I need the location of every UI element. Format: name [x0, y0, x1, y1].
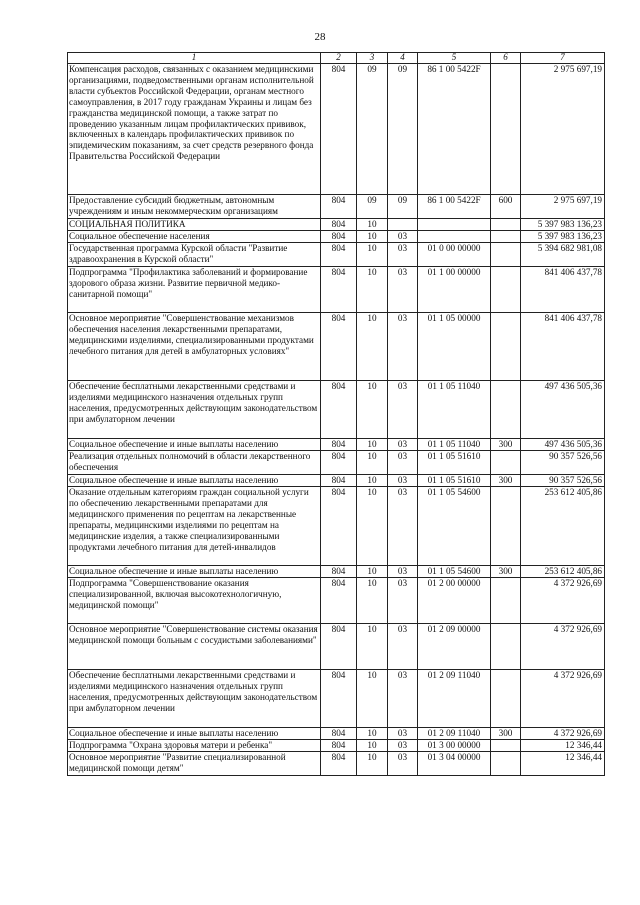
- cell-section: 09: [357, 64, 388, 195]
- cell-expense-type: [491, 670, 521, 728]
- table-row: [68, 439, 605, 451]
- cell-target-article: 01 3 04 00000: [418, 752, 491, 776]
- cell-section: 10: [357, 566, 388, 578]
- cell-section: 10: [357, 752, 388, 776]
- table-row: [68, 728, 605, 740]
- cell-gov-code: 804: [321, 624, 357, 670]
- cell-target-article: [418, 231, 491, 243]
- cell-amount: 497 436 505,36: [521, 381, 605, 439]
- cell-name: Государственная программа Курской области "Развитие здравоохранения в Курской области": [68, 243, 321, 267]
- cell-expense-type: [491, 381, 521, 439]
- table-row: [68, 752, 605, 776]
- cell-target-article: 86 1 00 5422F: [418, 64, 491, 195]
- table-row: [68, 64, 605, 195]
- table-row: [68, 624, 605, 670]
- budget-table: [67, 52, 605, 776]
- cell-target-article: 01 1 05 51610: [418, 451, 491, 475]
- cell-subsection: 03: [388, 670, 418, 728]
- cell-amount: 5 397 983 136,23: [521, 219, 605, 231]
- cell-gov-code: 804: [321, 578, 357, 624]
- header-col-2: 2: [321, 53, 357, 64]
- cell-name: Обеспечение бесплатными лекарственными средствами и изделиями медицинского назначения отдельных групп населения, предусмотренных действующим законодательством при амбулаторном лечении: [68, 670, 321, 728]
- cell-subsection: 03: [388, 728, 418, 740]
- cell-amount: 253 612 405,86: [521, 566, 605, 578]
- cell-amount: 90 357 526,56: [521, 451, 605, 475]
- cell-section: 10: [357, 475, 388, 487]
- cell-section: 10: [357, 578, 388, 624]
- cell-expense-type: [491, 243, 521, 267]
- cell-target-article: 01 2 09 00000: [418, 624, 491, 670]
- cell-gov-code: 804: [321, 566, 357, 578]
- cell-target-article: [418, 219, 491, 231]
- cell-name: Социальное обеспечение и иные выплаты населению: [68, 475, 321, 487]
- cell-gov-code: 804: [321, 219, 357, 231]
- cell-gov-code: 804: [321, 740, 357, 752]
- cell-section: 10: [357, 451, 388, 475]
- cell-target-article: 01 1 05 54600: [418, 566, 491, 578]
- cell-expense-type: [491, 64, 521, 195]
- cell-gov-code: 804: [321, 381, 357, 439]
- cell-expense-type: 300: [491, 475, 521, 487]
- cell-gov-code: 804: [321, 451, 357, 475]
- cell-gov-code: 804: [321, 313, 357, 381]
- cell-section: 10: [357, 740, 388, 752]
- cell-target-article: 01 2 09 11040: [418, 728, 491, 740]
- cell-amount: 2 975 697,19: [521, 64, 605, 195]
- cell-gov-code: 804: [321, 267, 357, 313]
- cell-name: Оказание отдельным категориям граждан социальной услуги по обеспечению лекарственными препаратами для медицинского применения по рецептам на лекарственные препараты, медицинскими изделиями по рецептам на медицинские изделия, а также специализированными продуктами лечебного питания для детей-инвалидов: [68, 487, 321, 566]
- table-row: [68, 243, 605, 267]
- cell-amount: 12 346,44: [521, 740, 605, 752]
- cell-expense-type: [491, 624, 521, 670]
- cell-section: 10: [357, 487, 388, 566]
- cell-gov-code: 804: [321, 752, 357, 776]
- cell-expense-type: [491, 267, 521, 313]
- table-row: [68, 451, 605, 475]
- header-col-7: 7: [521, 53, 605, 64]
- cell-target-article: 01 3 00 00000: [418, 740, 491, 752]
- cell-amount: 2 975 697,19: [521, 195, 605, 219]
- cell-amount: 12 346,44: [521, 752, 605, 776]
- cell-subsection: 09: [388, 195, 418, 219]
- header-col-5: 5: [418, 53, 491, 64]
- cell-expense-type: [491, 740, 521, 752]
- cell-section: 10: [357, 439, 388, 451]
- cell-amount: 5 397 983 136,23: [521, 231, 605, 243]
- cell-gov-code: 804: [321, 243, 357, 267]
- header-col-1: 1: [68, 53, 321, 64]
- cell-gov-code: 804: [321, 231, 357, 243]
- table-row: [68, 313, 605, 381]
- cell-section: 10: [357, 728, 388, 740]
- cell-section: 10: [357, 313, 388, 381]
- cell-gov-code: 804: [321, 439, 357, 451]
- cell-amount: 253 612 405,86: [521, 487, 605, 566]
- table-row: [68, 381, 605, 439]
- cell-name: Социальное обеспечение и иные выплаты населению: [68, 566, 321, 578]
- cell-amount: 497 436 505,36: [521, 439, 605, 451]
- cell-amount: 90 357 526,56: [521, 475, 605, 487]
- table-row: [68, 670, 605, 728]
- cell-expense-type: [491, 313, 521, 381]
- cell-section: 10: [357, 381, 388, 439]
- cell-target-article: 01 1 05 11040: [418, 439, 491, 451]
- cell-expense-type: 300: [491, 728, 521, 740]
- cell-amount: 841 406 437,78: [521, 313, 605, 381]
- table-row: [68, 267, 605, 313]
- cell-subsection: 03: [388, 381, 418, 439]
- cell-amount: 4 372 926,69: [521, 578, 605, 624]
- cell-expense-type: [491, 219, 521, 231]
- table-row: [68, 231, 605, 243]
- cell-target-article: 86 1 00 5422F: [418, 195, 491, 219]
- header-col-4: 4: [388, 53, 418, 64]
- cell-gov-code: 804: [321, 475, 357, 487]
- cell-expense-type: 600: [491, 195, 521, 219]
- cell-expense-type: [491, 231, 521, 243]
- cell-subsection: [388, 219, 418, 231]
- cell-section: 10: [357, 243, 388, 267]
- cell-section: 10: [357, 267, 388, 313]
- cell-target-article: 01 2 00 00000: [418, 578, 491, 624]
- cell-name: Социальное обеспечение и иные выплаты населению: [68, 439, 321, 451]
- table-row: [68, 740, 605, 752]
- cell-expense-type: [491, 451, 521, 475]
- cell-target-article: 01 1 05 54600: [418, 487, 491, 566]
- cell-name: Социальное обеспечение населения: [68, 231, 321, 243]
- cell-target-article: 01 0 00 00000: [418, 243, 491, 267]
- cell-amount: 4 372 926,69: [521, 624, 605, 670]
- cell-section: 10: [357, 219, 388, 231]
- page-number: 28: [314, 31, 326, 43]
- cell-section: 10: [357, 624, 388, 670]
- cell-subsection: 03: [388, 487, 418, 566]
- cell-subsection: 03: [388, 566, 418, 578]
- cell-expense-type: 300: [491, 566, 521, 578]
- cell-subsection: 03: [388, 267, 418, 313]
- cell-section: 09: [357, 195, 388, 219]
- cell-subsection: 03: [388, 313, 418, 381]
- cell-expense-type: [491, 578, 521, 624]
- cell-subsection: 03: [388, 740, 418, 752]
- cell-expense-type: [491, 752, 521, 776]
- cell-name: Реализация отдельных полномочий в области лекарственного обеспечения: [68, 451, 321, 475]
- cell-expense-type: 300: [491, 439, 521, 451]
- header-col-6: 6: [491, 53, 521, 64]
- cell-name: СОЦИАЛЬНАЯ ПОЛИТИКА: [68, 219, 321, 231]
- cell-subsection: 03: [388, 578, 418, 624]
- cell-subsection: 03: [388, 752, 418, 776]
- cell-subsection: 03: [388, 243, 418, 267]
- table-row: [68, 566, 605, 578]
- cell-subsection: 03: [388, 439, 418, 451]
- cell-gov-code: 804: [321, 195, 357, 219]
- cell-name: Предоставление субсидий бюджетным, автономным учреждениям и иным некоммерческим организациям: [68, 195, 321, 219]
- cell-name: Социальное обеспечение и иные выплаты населению: [68, 728, 321, 740]
- cell-target-article: 01 1 05 00000: [418, 313, 491, 381]
- cell-amount: 841 406 437,78: [521, 267, 605, 313]
- table-row: [68, 219, 605, 231]
- cell-expense-type: [491, 487, 521, 566]
- cell-target-article: 01 1 05 51610: [418, 475, 491, 487]
- cell-gov-code: 804: [321, 64, 357, 195]
- cell-target-article: 01 1 05 11040: [418, 381, 491, 439]
- table-row: [68, 195, 605, 219]
- cell-subsection: 09: [388, 64, 418, 195]
- cell-target-article: 01 2 09 11040: [418, 670, 491, 728]
- cell-section: 10: [357, 231, 388, 243]
- table-row: [68, 578, 605, 624]
- cell-subsection: 03: [388, 231, 418, 243]
- cell-amount: 4 372 926,69: [521, 670, 605, 728]
- header-col-3: 3: [357, 53, 388, 64]
- cell-gov-code: 804: [321, 728, 357, 740]
- cell-name: Обеспечение бесплатными лекарственными средствами и изделиями медицинского назначения отдельных групп населения, предусмотренных действующим законодательством при амбулаторном лечении: [68, 381, 321, 439]
- cell-target-article: 01 1 00 00000: [418, 267, 491, 313]
- cell-section: 10: [357, 670, 388, 728]
- header-row: [68, 53, 605, 64]
- cell-name: Основное мероприятие "Совершенствование механизмов обеспечения населения лекарственными препаратами, медицинскими изделиями, специализированными продуктами лечебного питания для детей в амбулаторных условиях": [68, 313, 321, 381]
- cell-name: Компенсация расходов, связанных с оказанием медицинскими организациями, подведомственными органам исполнительной власти субъектов Российской Федерации, органам местного самоуправления, в 2017 году гражданам Украины и лицам без гражданства медицинской помощи, а также затрат по проведению указанным лицам профилактических прививок, включенных в календарь профилактических прививок по эпидемическим показаниям, за счет средств резервного фонда Правительства Российской Федерации: [68, 64, 321, 195]
- cell-name: Подпрограмма "Профилактика заболеваний и формирование здорового образа жизни. Развитие первичной медико-санитарной помощи": [68, 267, 321, 313]
- table-row: [68, 475, 605, 487]
- cell-subsection: 03: [388, 624, 418, 670]
- cell-amount: 4 372 926,69: [521, 728, 605, 740]
- cell-name: Основное мероприятие "Совершенствование системы оказания медицинской помощи больным с сосудистыми заболеваниями": [68, 624, 321, 670]
- cell-subsection: 03: [388, 475, 418, 487]
- cell-amount: 5 394 682 981,08: [521, 243, 605, 267]
- cell-name: Основное мероприятие "Развитие специализированной медицинской помощи детям": [68, 752, 321, 776]
- cell-gov-code: 804: [321, 487, 357, 566]
- cell-name: Подпрограмма "Охрана здоровья матери и ребенка": [68, 740, 321, 752]
- cell-gov-code: 804: [321, 670, 357, 728]
- table-row: [68, 487, 605, 566]
- cell-subsection: 03: [388, 451, 418, 475]
- cell-name: Подпрограмма "Совершенствование оказания специализированной, включая высокотехнологичную, медицинской помощи": [68, 578, 321, 624]
